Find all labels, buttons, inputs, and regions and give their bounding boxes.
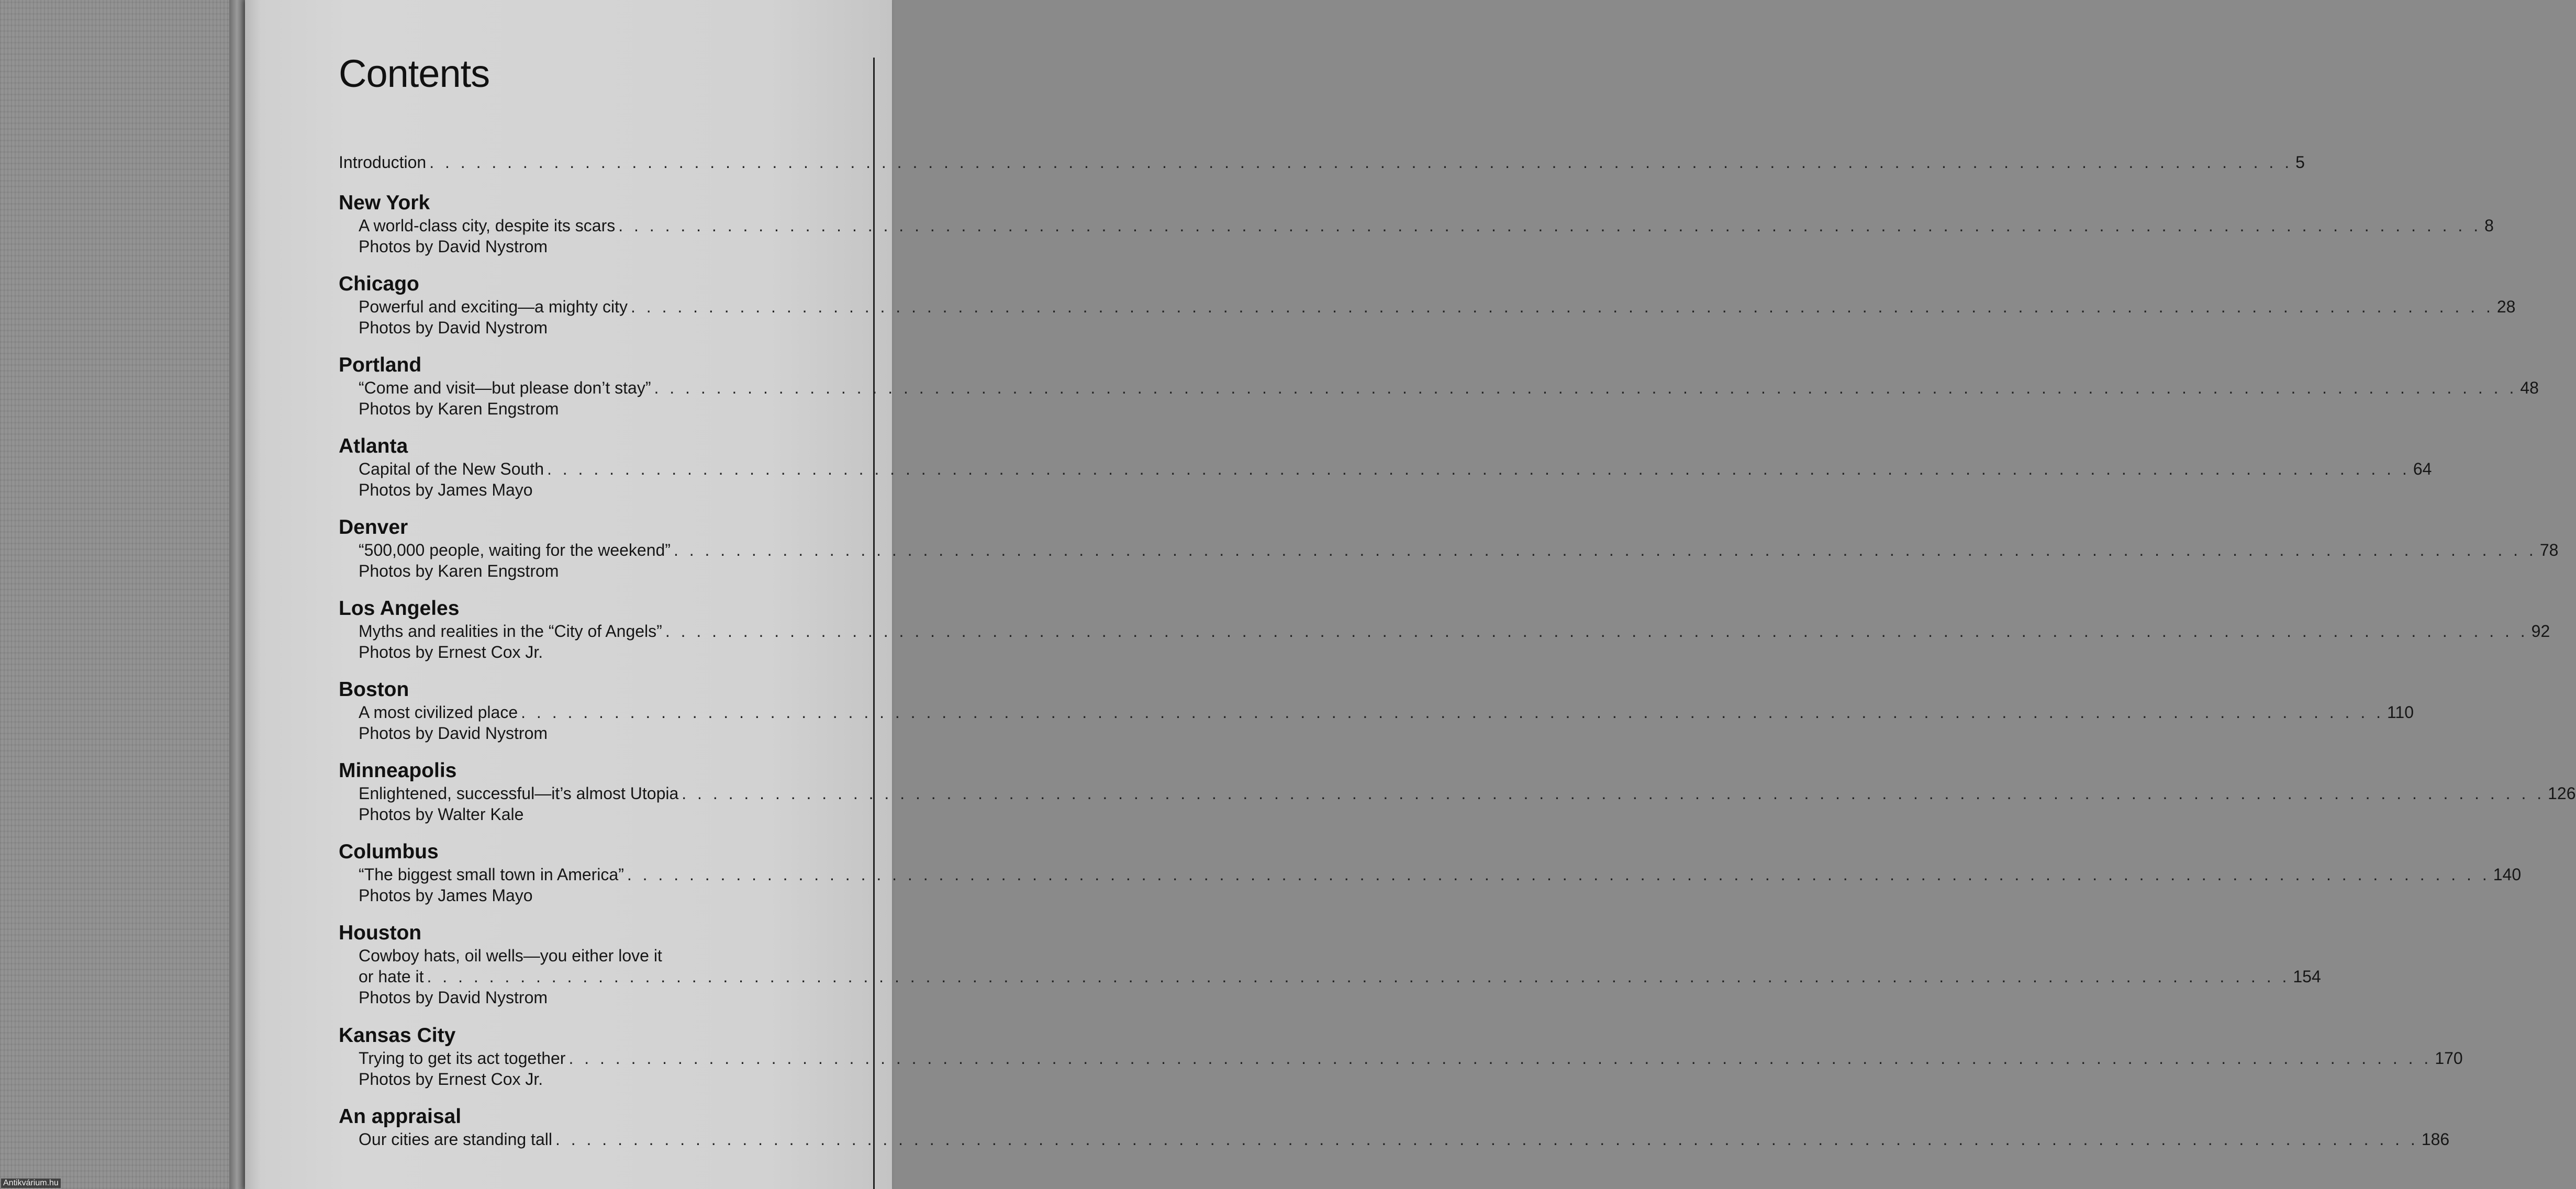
city-heading: Denver [339, 516, 408, 539]
page-number: 28 [2496, 297, 2516, 316]
description-text: “Come and visit—but please don’t stay” [359, 378, 651, 397]
dot-leader: . . . . . . . . . . . . . . . . . . . . . . . . . . . . . . . . . . . . . . . . . . . . . . . . . . . . . . . . . . . . . . . . . . . . . . . . . . . . . . . . . . . . . . . . . . . . . . . . . . . . . . . . . . . . . . . . . . . . . . . . [682, 784, 2545, 803]
watermark: Antikvárium.hu [1, 1179, 61, 1188]
photo-credit: Photos by Karen Engstrom [359, 562, 559, 580]
city-heading: Atlanta [339, 435, 408, 457]
entry-description [359, 864, 2522, 885]
photo-credit: Photos by David Nystrom [359, 318, 548, 337]
entry-description [359, 296, 2516, 317]
entry-description [359, 540, 2559, 560]
dot-leader: . . . . . . . . . . . . . . . . . . . . . . . . . . . . . . . . . . . . . . . . . . . . . . . . . . . . . . . . . . . . . . . . . . . . . . . . . . . . . . . . . . . . . . . . . . . . . . . . . . . . . . . . . . . . . . . . . . . . . . . . [555, 1130, 2418, 1149]
toc-entry [339, 434, 2432, 515]
dot-leader: . . . . . . . . . . . . . . . . . . . . . . . . . . . . . . . . . . . . . . . . . . . . . . . . . . . . . . . . . . . . . . . . . . . . . . . . . . . . . . . . . . . . . . . . . . . . . . . . . . . . . . . . . . . . . . . . . . . . . . . . [618, 216, 2482, 235]
page-number: 170 [2435, 1049, 2463, 1068]
desk-background [0, 0, 246, 1189]
description-text: Capital of the New South [359, 459, 544, 478]
toc-entry [339, 921, 2321, 1024]
description-text: Enlightened, successful—it’s almost Utopia [359, 784, 679, 803]
toc-entry [339, 353, 2539, 434]
city-heading: Kansas City [339, 1024, 456, 1047]
dot-leader: . . . . . . . . . . . . . . . . . . . . . . . . . . . . . . . . . . . . . . . . . . . . . . . . . . . . . . . . . . . . . . . . . . . . . . . . . . . . . . . . . . . . . . . . . . . . . . . . . . . . . . . . . . . . . . . . . . . . . . . . [427, 967, 2290, 986]
photo-credit: Photos by Ernest Cox Jr. [359, 643, 543, 661]
city-heading: An appraisal [339, 1105, 462, 1128]
introduction-label: Introduction [339, 153, 427, 172]
city-heading: Boston [339, 678, 409, 701]
city-heading: Portland [339, 354, 422, 376]
city-heading: Houston [339, 922, 422, 944]
city-heading: Los Angeles [339, 597, 460, 620]
entry-description [359, 1129, 2450, 1150]
page-number: 110 [2387, 703, 2414, 722]
dot-leader: . . . . . . . . . . . . . . . . . . . . . . . . . . . . . . . . . . . . . . . . . . . . . . . . . . . . . . . . . . . . . . . . . . . . . . . . . . . . . . . . . . . . . . . . . . . . . . . . . . . . . . . . . . . . . . . . . . . . . . . . [673, 541, 2537, 559]
dot-leader: . . . . . . . . . . . . . . . . . . . . . . . . . . . . . . . . . . . . . . . . . . . . . . . . . . . . . . . . . . . . . . . . . . . . . . . . . . . . . . . . . . . . . . . . . . . . . . . . . . . . . . . . . . . . . . . . . . . . . . . . [631, 297, 2494, 316]
description-text: A most civilized place [359, 703, 518, 722]
toc-introduction [339, 153, 2305, 172]
dot-leader: . . . . . . . . . . . . . . . . . . . . . . . . . . . . . . . . . . . . . . . . . . . . . . . . . . . . . . . . . . . . . . . . . . . . . . . . . . . . . . . . . . . . . . . . . . . . . . . . . . . . . . . . . . . . . . . . . . . . . . . . [568, 1049, 2432, 1068]
photo-credit: Photos by David Nystrom [359, 988, 548, 1007]
page-number: 64 [2413, 459, 2432, 478]
city-heading: Minneapolis [339, 759, 457, 782]
entry-description [359, 1048, 2463, 1069]
toc-entry [339, 272, 2516, 353]
dot-leader: . . . . . . . . . . . . . . . . . . . . . . . . . . . . . . . . . . . . . . . . . . . . . . . . . . . . . . . . . . . . . . . . . . . . . . . . . . . . . . . . . . . . . . . . . . . . . . . . . . . . . . . . . . . . . . . . . . . . . . . . [547, 459, 2410, 478]
introduction-page: 5 [2295, 153, 2305, 172]
photo-credit: Photos by James Mayo [359, 886, 533, 905]
entry-description [359, 458, 2432, 479]
city-heading: Columbus [339, 840, 439, 863]
dot-leader: . . . . . . . . . . . . . . . . . . . . . . . . . . . . . . . . . . . . . . . . . . . . . . . . . . . . . . . . . . . . . . . . . . . . . . . . . . . . . . . . . . . . . . . . . . . . . . . . . . . . . . . . . . . . . . . . . . . . . . . . [627, 865, 2490, 884]
toc-entry [339, 597, 2550, 678]
toc-entry [339, 759, 2576, 840]
photo-credit: Photos by Karen Engstrom [359, 399, 559, 418]
dot-leader: . . . . . . . . . . . . . . . . . . . . . . . . . . . . . . . . . . . . . . . . . . . . . . . . . . . . . . . . . . . . . . . . . . . . . . . . . . . . . . . . . . . . . . . . . . . . . . . . . . . . . . . . . . . . . . . . . . . . . . . . [654, 378, 2517, 397]
photo-credit: Photos by David Nystrom [359, 724, 548, 743]
page-number: 154 [2293, 967, 2321, 986]
entry-description [359, 377, 2539, 398]
page-number: 8 [2484, 216, 2494, 235]
toc-entry [339, 840, 2522, 921]
description-text: A world-class city, despite its scars [359, 216, 616, 235]
description-text: or hate it [359, 967, 424, 986]
description-text: “500,000 people, waiting for the weekend” [359, 541, 671, 559]
dot-leader: . . . . . . . . . . . . . . . . . . . . . . . . . . . . . . . . . . . . . . . . . . . . . . . . . . . . . . . . . . . . . . . . . . . . . . . . . . . . . . . . . . . . . . . . . . . . . . . . . . . . . . . . . . . . . . . . . . . . . . . . [429, 153, 2293, 172]
toc-entry [339, 191, 2494, 272]
toc-entry [339, 1105, 2450, 1186]
photo-credit: Photos by David Nystrom [359, 237, 548, 256]
city-heading: Chicago [339, 273, 419, 295]
toc-entry [339, 515, 2559, 597]
entry-description [359, 966, 2321, 987]
page-title: Contents [339, 52, 490, 95]
entry-description [359, 945, 826, 966]
description-text: Myths and realities in the “City of Angels” [359, 622, 662, 641]
city-heading: New York [339, 192, 430, 214]
page-number: 186 [2421, 1130, 2450, 1149]
page-number: 126 [2548, 784, 2576, 803]
table-of-contents [339, 191, 2576, 1186]
page-number: 92 [2531, 622, 2550, 641]
description-text: Powerful and exciting—a mighty city [359, 297, 628, 316]
entry-description [359, 621, 2550, 642]
toc-entry [339, 1024, 2463, 1105]
photo-credit: Photos by James Mayo [359, 480, 533, 499]
page-number: 140 [2493, 865, 2522, 884]
description-text: Trying to get its act together [359, 1049, 566, 1068]
dot-leader: . . . . . . . . . . . . . . . . . . . . . . . . . . . . . . . . . . . . . . . . . . . . . . . . . . . . . . . . . . . . . . . . . . . . . . . . . . . . . . . . . . . . . . . . . . . . . . . . . . . . . . . . . . . . . . . . . . . . . . . . [521, 703, 2384, 722]
description-text: Our cities are standing tall [359, 1130, 552, 1149]
entry-description [359, 702, 2414, 723]
dot-leader: . . . . . . . . . . . . . . . . . . . . . . . . . . . . . . . . . . . . . . . . . . . . . . . . . . . . . . . . . . . . . . . . . . . . . . . . . . . . . . . . . . . . . . . . . . . . . . . . . . . . . . . . . . . . . . . . . . . . . . . . [665, 622, 2528, 641]
page-number: 48 [2520, 378, 2539, 397]
page-number: 78 [2539, 541, 2559, 559]
description-text: Cowboy hats, oil wells—you either love it [359, 946, 662, 965]
entry-description [359, 783, 2576, 804]
entry-description [359, 215, 2494, 236]
photo-credit: Photos by Ernest Cox Jr. [359, 1070, 543, 1089]
description-text: “The biggest small town in America” [359, 865, 624, 884]
photo-credit: Photos by Walter Kale [359, 805, 524, 824]
toc-entry [339, 678, 2414, 759]
